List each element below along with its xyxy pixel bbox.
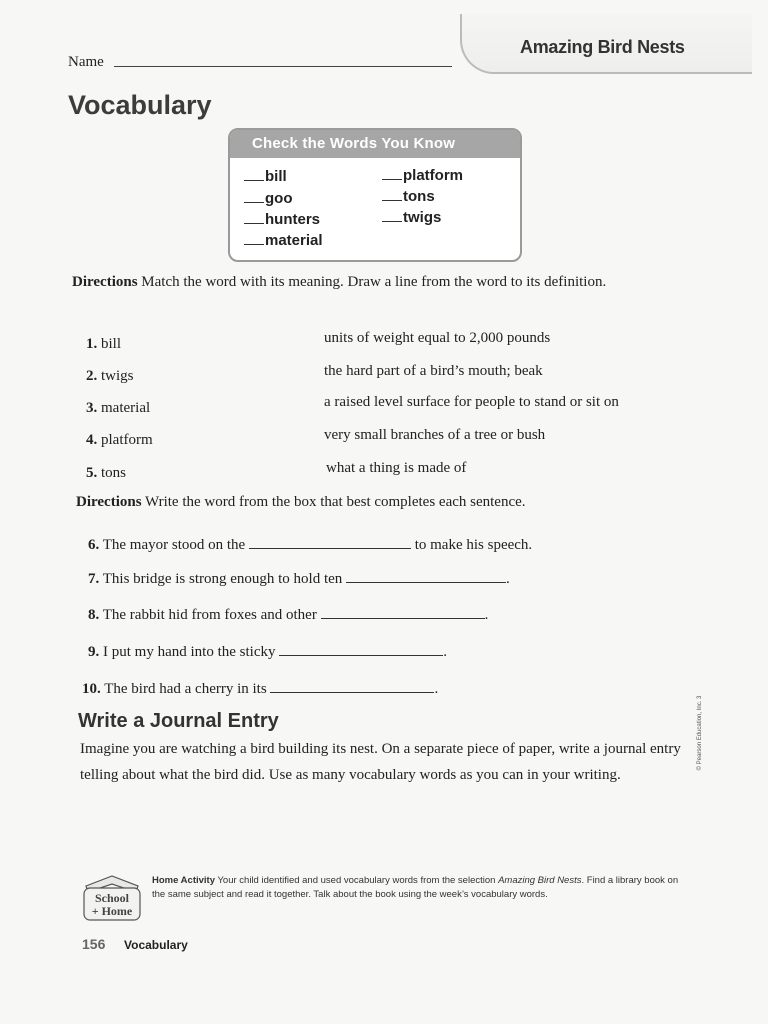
name-field-line[interactable] [114,66,452,67]
selection-title: Amazing Bird Nests [520,37,685,57]
answer-blank[interactable] [346,572,506,583]
answer-blank[interactable] [279,645,443,656]
check-blank[interactable] [244,180,264,181]
sentence-item: 6. The mayor stood on the to make his speech. [88,537,533,553]
copyright-notice: © Pearson Education, Inc. 3 [697,695,703,771]
match-item: 1. bill [86,336,122,352]
answer-blank[interactable] [249,538,411,549]
definition: what a thing is made of [326,460,467,476]
word-item-platform: platform [382,167,463,184]
journal-instructions: Imagine you are watching a bird building its nest. On a separate piece of paper, write a journal entry telling about what the bird did. Use as many vocabulary words as you can in your writing. [80,741,681,783]
svg-text:+ Home: + Home [91,904,133,918]
definition: very small branches of a tree or bush [324,427,546,443]
word-item-goo: goo [244,190,293,207]
check-blank[interactable] [244,202,264,203]
sentence-item: 9. I put my hand into the sticky . [88,644,447,660]
answer-blank[interactable] [270,682,434,693]
word-item-hunters: hunters [244,211,320,228]
home-activity-note: Home Activity Your child identified and used vocabulary words from the selection Amazing Bird Nests. Find a library book on the same subject and read it together. Talk about the book using the week’s vocabulary words. [152,875,679,900]
svg-text:School: School [94,891,130,905]
word-box [228,128,522,262]
name-label: Name [68,54,104,70]
check-blank[interactable] [382,200,402,201]
check-blank[interactable] [244,223,264,224]
directions-sentences: Directions Write the word from the box that best completes each sentence. [76,494,526,510]
word-item-material: material [244,232,323,249]
journal-heading: Write a Journal Entry [78,710,279,732]
check-blank[interactable] [382,179,402,180]
word-box-title: Check the Words You Know [230,130,520,158]
match-item: 5. tons [86,465,127,481]
match-item: 2. twigs [86,368,134,384]
definition: the hard part of a bird’s mouth; beak [324,363,543,379]
directions-matching: Directions Match the word with its meaning. Draw a line from the word to its definition. [72,274,607,290]
match-item: 3. material [86,400,151,416]
sentence-item: 10. The bird had a cherry in its . [82,681,439,697]
word-item-bill: bill [244,168,287,185]
check-blank[interactable] [244,244,264,245]
word-item-tons: tons [382,188,435,205]
definition: units of weight equal to 2,000 pounds [324,330,551,346]
page-topic: Vocabulary [124,938,188,952]
answer-blank[interactable] [321,608,485,619]
school-home-logo [80,874,144,924]
check-blank[interactable] [382,221,402,222]
match-item: 4. platform [86,432,153,448]
page-title: Vocabulary [68,90,212,120]
word-item-twigs: twigs [382,209,441,226]
sentence-item: 7. This bridge is strong enough to hold ten . [88,571,510,587]
page-number: 156 [82,936,106,952]
definition: a raised level surface for people to stand or sit on [324,394,619,410]
sentence-item: 8. The rabbit hid from foxes and other . [88,607,489,623]
